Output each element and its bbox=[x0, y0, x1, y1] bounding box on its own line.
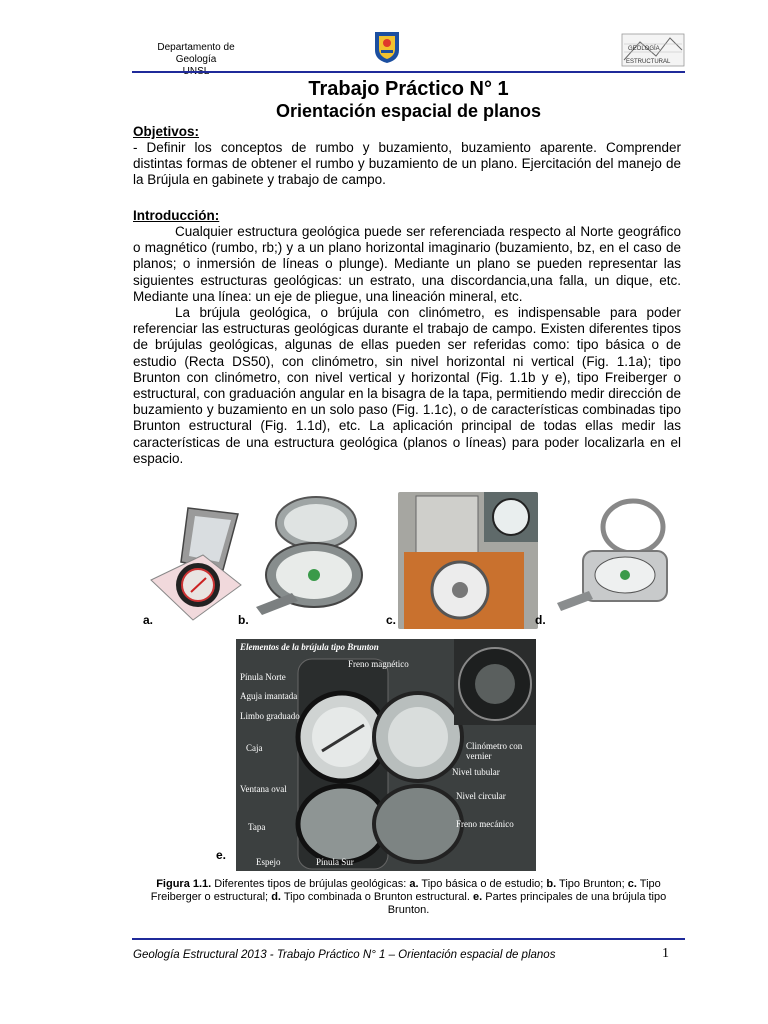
footer-rule bbox=[132, 938, 685, 940]
label-tapa: Tapa bbox=[248, 822, 266, 832]
introduccion-paragraph-1: Cualquier estructura geológica puede ser referenciada respecto al Norte geográfico o magnético (rumbo, rb;) y a un plano horizontal imaginario (buzamiento, bz, en el caso de planos; o inmersión de líneas o plunge). Mediante un plano se pueden representar las siguientes estructuras geológicas: un estrato, una discordancia,una falla, un dique, etc. Mediante una línea: un eje de pliegue, una lineación mineral, etc. bbox=[133, 224, 681, 304]
objetivos-heading: Objetivos: bbox=[133, 124, 200, 139]
compass-photo-a bbox=[143, 500, 243, 625]
label-aguja-imantada: Aguja imantada bbox=[240, 691, 298, 701]
footer-text: Geología Estructural 2013 - Trabajo Práctico N° 1 – Orientación espacial de planos bbox=[133, 949, 556, 961]
introduccion-heading: Introducción: bbox=[133, 208, 220, 223]
department-name: Departamento de Geología bbox=[157, 42, 235, 65]
label-nivel-circular: Nivel circular bbox=[456, 791, 506, 801]
brunton-elements-photo bbox=[236, 639, 536, 871]
caption-part-d-label: d. bbox=[271, 891, 281, 903]
caption-part-b: Tipo Brunton; bbox=[559, 878, 625, 890]
university-logo bbox=[372, 30, 402, 64]
compass-photo-d bbox=[555, 495, 675, 625]
label-clinometro: Clinómetro con vernier bbox=[466, 741, 523, 761]
compass-photo-c bbox=[398, 492, 538, 629]
caption-part-d: Tipo combinada o Brunton estructural. bbox=[283, 891, 470, 903]
figure-label-a: a. bbox=[143, 613, 154, 627]
brunton-diagram-title: Elementos de la brújula tipo Brunton bbox=[240, 642, 379, 652]
svg-text:GEOLOGÍA: GEOLOGÍA bbox=[628, 46, 660, 52]
label-freno-mecanico: Freno mecánico bbox=[456, 819, 514, 829]
structural-geology-logo bbox=[620, 30, 686, 68]
header-rule bbox=[132, 71, 685, 73]
figure-label-b: b. bbox=[238, 613, 249, 627]
figure-label-e: e. bbox=[216, 848, 227, 862]
label-pinula-sur: Pínula Sur bbox=[316, 857, 354, 867]
label-freno-magnetico: Freno magnético bbox=[348, 659, 409, 669]
figure-label-c: c. bbox=[386, 613, 397, 627]
page-title: Trabajo Práctico N° 1 bbox=[308, 78, 509, 100]
objetivos-text bbox=[133, 140, 681, 189]
caption-part-a: Tipo básica o de estudio; bbox=[421, 878, 544, 890]
caption-label: Figura 1.1. bbox=[156, 878, 212, 890]
caption-part-c-label: c. bbox=[627, 878, 637, 890]
caption-part-e: Partes principales de una brújula tipo Brunton. bbox=[387, 891, 667, 916]
compass-photo-b bbox=[252, 495, 370, 625]
svg-text:ESTRUCTURAL: ESTRUCTURAL bbox=[626, 59, 671, 65]
caption-intro: Diferentes tipos de brújulas geológicas: bbox=[214, 878, 407, 890]
caption-part-a-label: a. bbox=[409, 878, 419, 890]
label-nivel-tubular: Nivel tubular bbox=[452, 767, 500, 777]
figure-caption bbox=[132, 878, 685, 917]
introduccion-text bbox=[133, 224, 681, 467]
caption-part-e-label: e. bbox=[472, 891, 483, 903]
page-number: 1 bbox=[662, 946, 669, 961]
objetivos-paragraph: - Definir los conceptos de rumbo y buzamiento, buzamiento aparente. Comprender distintas formas de obtener el rumbo y buzamiento de un plano. Ejercitación del manejo de la Brújula en gabinete y trabajo de campo. bbox=[133, 140, 681, 188]
label-ventana-oval: Ventana oval bbox=[240, 784, 287, 794]
figure-label-d: d. bbox=[535, 613, 546, 627]
label-limbo-graduado: Limbo graduado bbox=[240, 711, 300, 721]
label-caja: Caja bbox=[246, 743, 263, 753]
label-espejo: Espejo bbox=[256, 857, 281, 867]
introduccion-paragraph-2: La brújula geológica, o brújula con clinómetro, es indispensable para poder referenciar las estructuras geológicas durante el trabajo de campo. Existen diferentes tipos de brújulas geológicas, algunas de ellas pueden ser referidas como: tipo básica o de estudio (Recta DS50), con clinómetro, sin nivel horizontal ni vertical (Fig. 1.1a); tipo Brunton con clinómetro, con nivel vertical y horizontal (Fig. 1.1b y e), tipo Freiberger o estructural, con graduación angular en la bisagra de la tapa, permitiendo medir dirección de buzamiento y buzamiento en un solo paso (Fig. 1.1c), o de características combinadas tipo Brunton estructural (Fig. 1.1d), etc. La aplicación principal de todas ellas medir las características de una estructura geológica (planos o líneas) para poder localizarla en el espacio. bbox=[133, 305, 681, 466]
label-pinula-norte: Pínula Norte bbox=[240, 672, 286, 682]
caption-part-b-label: b. bbox=[546, 878, 557, 890]
caption-part-c: Tipo Freiberger o estructural; bbox=[150, 878, 661, 903]
page-subtitle: Orientación espacial de planos bbox=[275, 101, 542, 121]
